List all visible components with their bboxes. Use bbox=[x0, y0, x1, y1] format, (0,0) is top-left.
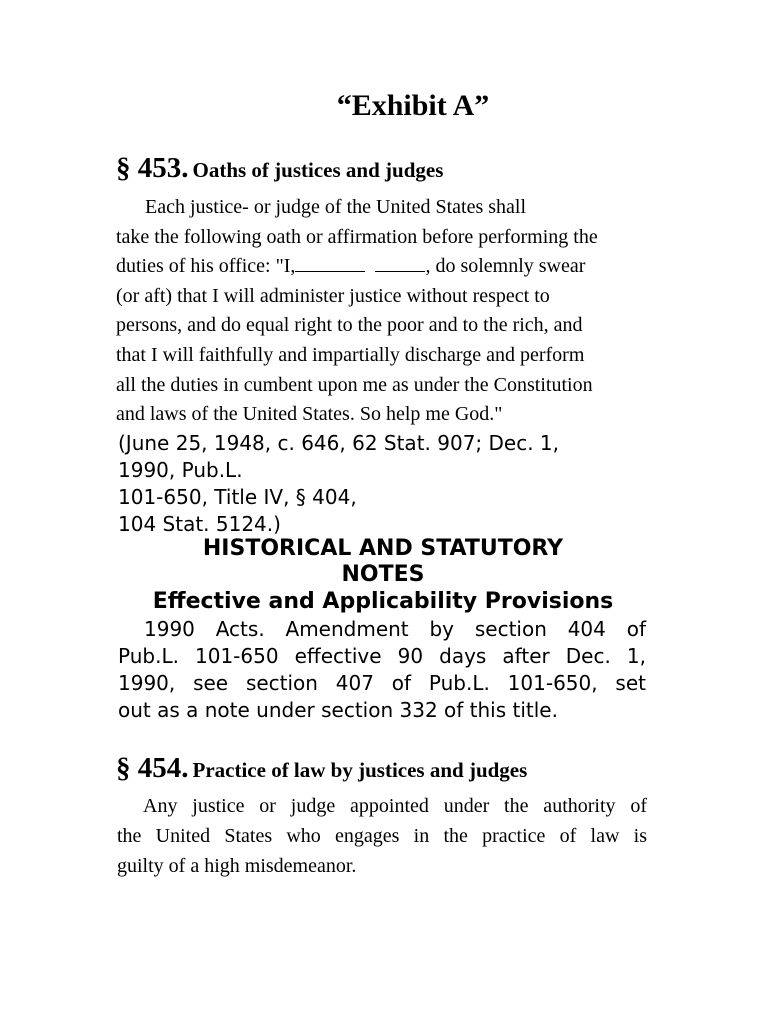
section-454-number: § 454. bbox=[116, 752, 189, 784]
historical-notes-heading bbox=[118, 536, 648, 588]
historical-notes-heading-line: NOTES bbox=[341, 562, 425, 587]
practice-line: guilty of a high misdemeanor. bbox=[117, 855, 357, 877]
note-line: Pub.L. 101-650 effective 90 days after Dec. 1, bbox=[118, 644, 646, 668]
section-453-title: Oaths of justices and judges bbox=[192, 158, 444, 182]
practice-line: Any justice or judge appointed under the authority of bbox=[143, 795, 647, 817]
practice-line: the United States who engages in the practice of law is bbox=[117, 825, 647, 847]
section-454-title: Practice of law by justices and judges bbox=[192, 758, 528, 782]
citation-line: (June 25, 1948, c. 646, 62 Stat. 907; Dec. 1, bbox=[118, 431, 560, 455]
note-line: 1990 Acts. Amendment by section 404 of bbox=[144, 617, 646, 641]
section-453-heading bbox=[116, 148, 443, 193]
citation-line: 104 Stat. 5124.) bbox=[118, 512, 281, 536]
oath-line: and laws of the United States. So help me God." bbox=[116, 403, 503, 426]
oath-line: duties of his office: "I, bbox=[116, 255, 296, 278]
section-454-text bbox=[117, 791, 647, 881]
oath-line: that I will faithfully and impartially discharge and perform bbox=[116, 343, 585, 366]
exhibit-title: “Exhibit A” bbox=[336, 89, 490, 122]
section-453-oath-text bbox=[116, 193, 676, 430]
citation-line: 101-650, Title IV, § 404, bbox=[118, 485, 357, 509]
section-454-heading bbox=[116, 748, 527, 793]
oath-line-with-blanks bbox=[116, 252, 676, 282]
oath-line: take the following oath or affirmation before performing the bbox=[116, 225, 598, 248]
oath-line: Each justice- or judge of the United States shall bbox=[145, 196, 527, 218]
oath-line: , do solemnly swear bbox=[425, 255, 586, 278]
name-blank bbox=[375, 253, 425, 272]
citation-line: 1990, Pub.L. bbox=[118, 458, 243, 482]
note-line: 1990, see section 407 of Pub.L. 101-650, set bbox=[118, 671, 646, 695]
section-453-number: § 453. bbox=[116, 152, 189, 184]
name-blank bbox=[295, 253, 365, 272]
note-line: out as a note under section 332 of this title. bbox=[118, 698, 558, 722]
effective-provisions-heading: Effective and Applicability Provisions bbox=[152, 589, 614, 614]
historical-notes-heading-line: HISTORICAL AND STATUTORY bbox=[202, 536, 564, 561]
oath-line: all the duties in cumbent upon me as under the Constitution bbox=[116, 373, 593, 396]
amendment-note-text bbox=[118, 616, 646, 724]
oath-line: (or aft) that I will administer justice without respect to bbox=[116, 284, 550, 307]
section-453-citation bbox=[118, 430, 658, 538]
oath-line: persons, and do equal right to the poor and to the rich, and bbox=[116, 314, 583, 337]
